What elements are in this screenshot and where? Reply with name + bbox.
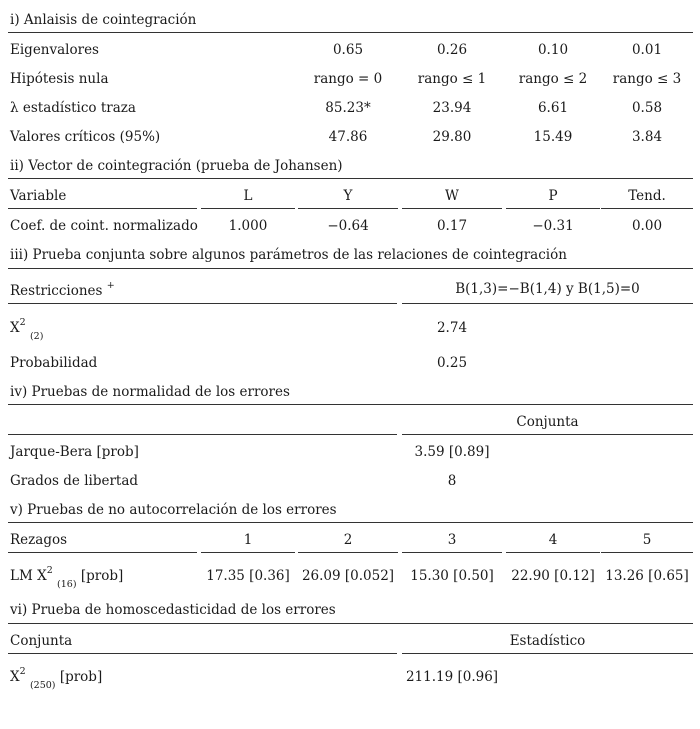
cell: 1.000 — [228, 218, 268, 234]
cell: 0.01 — [631, 42, 663, 58]
section-5-title: v) Pruebas de no autocorrelación de los errores — [10, 502, 337, 518]
column-header-conjunta: Conjunta — [516, 414, 579, 430]
restricciones-label: Restricciones + — [10, 279, 115, 299]
chi-square-250-value: 211.19 [0.96] — [405, 669, 499, 685]
divider — [8, 623, 693, 624]
cell: 0.10 — [537, 42, 569, 58]
column-header: 3 — [447, 532, 457, 548]
divider — [8, 653, 397, 654]
column-header: Variable — [10, 188, 67, 204]
superscript: + — [106, 279, 115, 291]
cell: −0.31 — [532, 218, 574, 234]
cell: 0.17 — [436, 218, 468, 234]
divider — [298, 552, 398, 553]
column-header: Tend. — [628, 188, 666, 204]
divider — [201, 208, 295, 209]
chi-square-label: $X^2$ $_{(2)}$ — [10, 316, 44, 342]
restricciones-value: B(1,3)=−B(1,4) y B(1,5)=0 — [455, 281, 640, 297]
column-header: 5 — [642, 532, 652, 548]
divider — [506, 552, 600, 553]
rezagos-label: Rezagos — [10, 532, 68, 548]
cell: rango ≤ 2 — [518, 71, 588, 87]
divider — [8, 404, 693, 405]
column-header: 4 — [548, 532, 558, 548]
row-label-eigenvalores: Eigenvalores — [10, 42, 99, 58]
cell: 13.26 [0.65] — [605, 568, 689, 584]
section-2-title: ii) Vector de cointegración (prueba de Johansen) — [10, 158, 343, 174]
divider — [8, 268, 693, 269]
cell: −0.64 — [327, 218, 369, 234]
cell: 85.23* — [325, 100, 371, 116]
jarque-bera-value: 3.59 [0.89] — [414, 444, 490, 460]
section-4-title: iv) Pruebas de normalidad de los errores — [10, 384, 290, 400]
cell: rango = 0 — [313, 71, 383, 87]
divider — [601, 552, 693, 553]
divider — [506, 208, 600, 209]
chi-square-250-label: $X^2$ $_{(250)}$ [prob] — [10, 665, 103, 691]
cell: 0.00 — [631, 218, 663, 234]
cell: 0.26 — [436, 42, 468, 58]
grados-label: Grados de libertad — [10, 473, 139, 489]
cell: 17.35 [0.36] — [206, 568, 290, 584]
column-header: Y — [343, 188, 353, 204]
row-label-traza: λ estadístico traza — [10, 100, 136, 116]
cell: 23.94 — [432, 100, 472, 116]
cell: 26.09 [0.052] — [301, 568, 395, 584]
cell: rango ≤ 3 — [612, 71, 682, 87]
column-header: W — [445, 188, 459, 204]
section-1-title: i) Anlaisis de cointegración — [10, 12, 197, 28]
cell: 0.58 — [631, 100, 663, 116]
divider — [402, 653, 693, 654]
cell: 29.80 — [432, 129, 472, 145]
column-header: L — [243, 188, 253, 204]
divider — [402, 303, 693, 304]
row-label-coef: Coef. de coint. normalizado — [10, 218, 198, 234]
cell: 22.90 [0.12] — [511, 568, 595, 584]
column-header: P — [548, 188, 558, 204]
lm-label: LM $X^2$ $_{(16)}$ [prob] — [10, 564, 124, 590]
column-header: 2 — [343, 532, 353, 548]
divider — [8, 552, 197, 553]
conjunta-label: Conjunta — [10, 633, 73, 649]
row-label-hipotesis: Hipótesis nula — [10, 71, 109, 87]
divider — [8, 434, 397, 435]
section-3-title: iii) Prueba conjunta sobre algunos parámetros de las relaciones de cointegración — [10, 247, 567, 263]
divider — [8, 178, 693, 179]
cell: 15.30 [0.50] — [410, 568, 494, 584]
divider — [8, 522, 693, 523]
cell: 3.84 — [631, 129, 663, 145]
estadistico-header: Estadístico — [509, 633, 586, 649]
cell: 6.61 — [537, 100, 569, 116]
grados-value: 8 — [447, 473, 457, 489]
probabilidad-label: Probabilidad — [10, 355, 98, 371]
divider — [298, 208, 398, 209]
cell: rango ≤ 1 — [417, 71, 487, 87]
section-6-title: vi) Prueba de homoscedasticidad de los errores — [10, 602, 336, 618]
divider — [8, 303, 397, 304]
divider — [201, 552, 295, 553]
cell: 47.86 — [328, 129, 368, 145]
divider — [402, 552, 502, 553]
chi-square-value: 2.74 — [436, 320, 468, 336]
cell: 15.49 — [533, 129, 573, 145]
divider — [402, 434, 693, 435]
divider — [8, 208, 197, 209]
divider — [8, 32, 693, 33]
cell: 0.65 — [332, 42, 364, 58]
jarque-bera-label: Jarque-Bera [prob] — [10, 444, 139, 460]
row-label-criticos: Valores críticos (95%) — [10, 129, 161, 145]
divider — [601, 208, 693, 209]
column-header: 1 — [243, 532, 253, 548]
divider — [402, 208, 502, 209]
probabilidad-value: 0.25 — [436, 355, 468, 371]
